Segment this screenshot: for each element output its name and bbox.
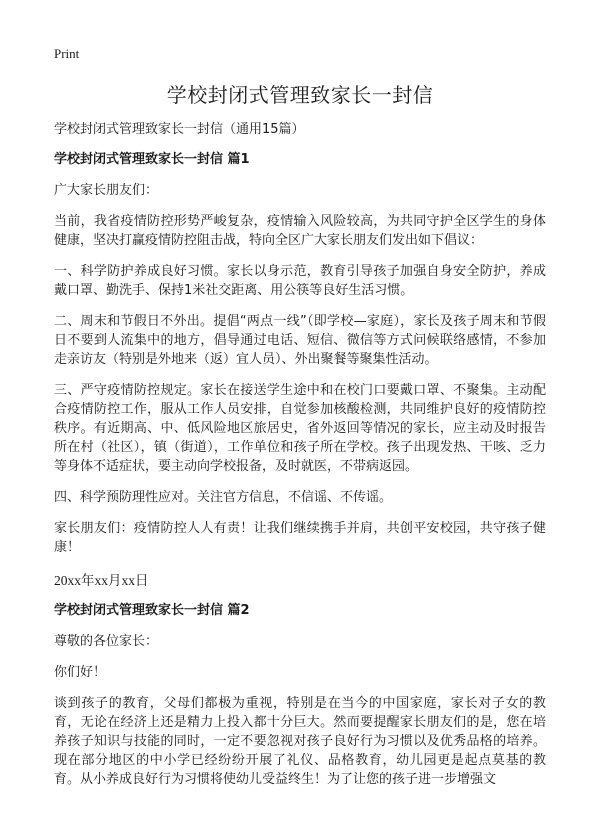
paragraph-item-4: 四、科学预防理性应对。关注官方信息，不信谣、不传谣。 (54, 490, 393, 505)
paragraph-item-2: 二、周末和节假日不外出。提倡“两点一线”（即学校—家庭），家长及孩子周末和节假日不要到人流集中的地方，倡导通过电话、短信、微信等方式问候联络感情，不参加走亲访友（特别是外地来（返）宜人员）、外出聚餐等聚集性活动。 (54, 314, 546, 367)
paragraph-section2: 谈到孩子的教育，父母们都极为重视，特别是在当今的中国家庭，家长对子女的教育，无论在经济上还是精力上投入都十分巨大。然而要提醒家长朋友们的是，您在培养孩子知识与技能的同时，一定不要忽视对孩子良好行为习惯以及优秀品格的培养。现在部分地区的中小学已经纷纷开展了礼仪、品格教育，幼儿园更是起点莫基的教育。从小养成良好行为习惯将使幼儿受益终生！为了让您的孩子进一步增强文 (54, 696, 546, 787)
paragraph-item-3: 三、严守疫情防控规定。家长在接送学生途中和在校门口要戴口罩、不聚集。主动配合疫情防控工作，服从工作人员安排，自觉参加核酸检测，共同维护良好的疫情防控秩序。有近期高、中、低风险地区旅居史，省外返回等情况的家长，应主动及时报告所在村（社区），镇（街道），工作单位和孩子所在学校。孩子出现发热、干咳、乏力等身体不适症状，要主动向学校报备，及时就医，不带病返园。 (54, 383, 546, 474)
greeting-1: 广大家长朋友们： (54, 183, 159, 198)
page-title: 学校封闭式管理致家长一封信 (166, 83, 434, 107)
paragraph-item-1: 一、科学防护养成良好习惯。家长以身示范，教育引导孩子加强自身安全防护，养成戴口罩、勤洗手、保持1米社交距离、用公筷等良好生活习惯。 (54, 264, 546, 298)
paragraph-intro: 当前，我省疫情防控形势严峻复杂，疫情输入风险较高，为共同守护全区学生的身体健康，坚决打赢疫情防控阻击战，特向全区广大家长朋友们发出如下倡议： (54, 214, 546, 248)
letter-date: 20xx年xx月xx日 (54, 573, 149, 588)
greeting-2: 尊敬的各位家长： (54, 634, 159, 649)
salutation-2: 你们好！ (54, 665, 107, 680)
paragraph-closing: 家长朋友们：疫情防控人人有责！让我们继续携手并肩，共创平安校园，共守孩子健康！ (54, 521, 546, 555)
section-heading-1: 学校封闭式管理致家长一封信 篇1 (54, 152, 250, 167)
print-link[interactable]: Print (54, 46, 80, 61)
document-subtitle: 学校封闭式管理致家长一封信（通用15篇） (54, 122, 305, 137)
section-heading-2: 学校封闭式管理致家长一封信 篇2 (54, 603, 250, 618)
